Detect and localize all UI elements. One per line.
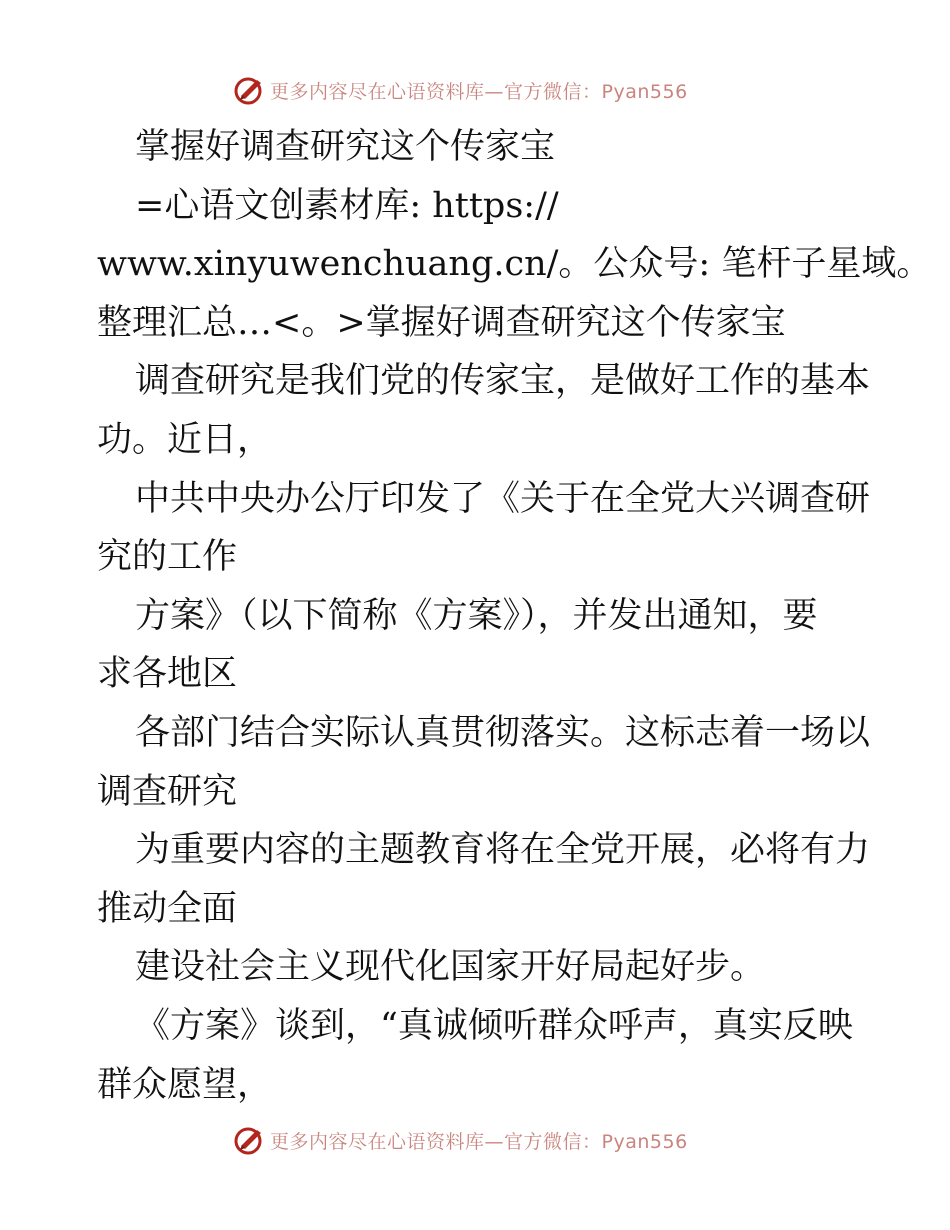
pen-quill-logo-icon (232, 1124, 266, 1156)
text-line: 调查研究是我们党的传家宝，是做好工作的基本 (135, 361, 871, 402)
pen-quill-logo-icon (232, 74, 266, 106)
text-line: =心语文创素材库: https:// (135, 185, 559, 226)
text-line: www.xinyuwenchuang.cn/。公众号: 笔杆子星域。 (97, 244, 932, 285)
text-line: 求各地区 (97, 654, 238, 695)
text-line: 方案》（以下简称《方案》），并发出通知，要 (135, 595, 818, 636)
text-line: 中共中央办公厅印发了《关于在全党大兴调查研 (135, 478, 871, 519)
text-line: 掌握好调查研究这个传家宝 (135, 127, 556, 167)
text-line: 调查研究 (97, 771, 238, 812)
document-body (97, 118, 932, 1114)
text-line: 功。近日， (97, 419, 273, 460)
text-line: 究的工作 (97, 537, 238, 578)
banner-text: 更多内容尽在心语资料库—官方微信：Pyan556 (270, 80, 688, 103)
text-line: 《方案》谈到，“真诚倾听群众呼声，真实反映 (135, 1005, 853, 1046)
banner-text: 更多内容尽在心语资料库—官方微信：Pyan556 (270, 1130, 688, 1153)
header-banner (0, 70, 950, 110)
text-line: 推动全面 (97, 888, 238, 929)
footer-banner (0, 1120, 950, 1160)
text-line: 整理汇总…<。>掌握好调查研究这个传家宝 (97, 302, 786, 343)
text-line: 为重要内容的主题教育将在全党开展，必将有力 (135, 830, 871, 871)
text-line: 群众愿望， (97, 1064, 273, 1105)
text-line: 建设社会主义现代化国家开好局起好步。 (135, 947, 766, 988)
text-line: 各部门结合实际认真贯彻落实。这标志着一场以 (135, 712, 871, 753)
